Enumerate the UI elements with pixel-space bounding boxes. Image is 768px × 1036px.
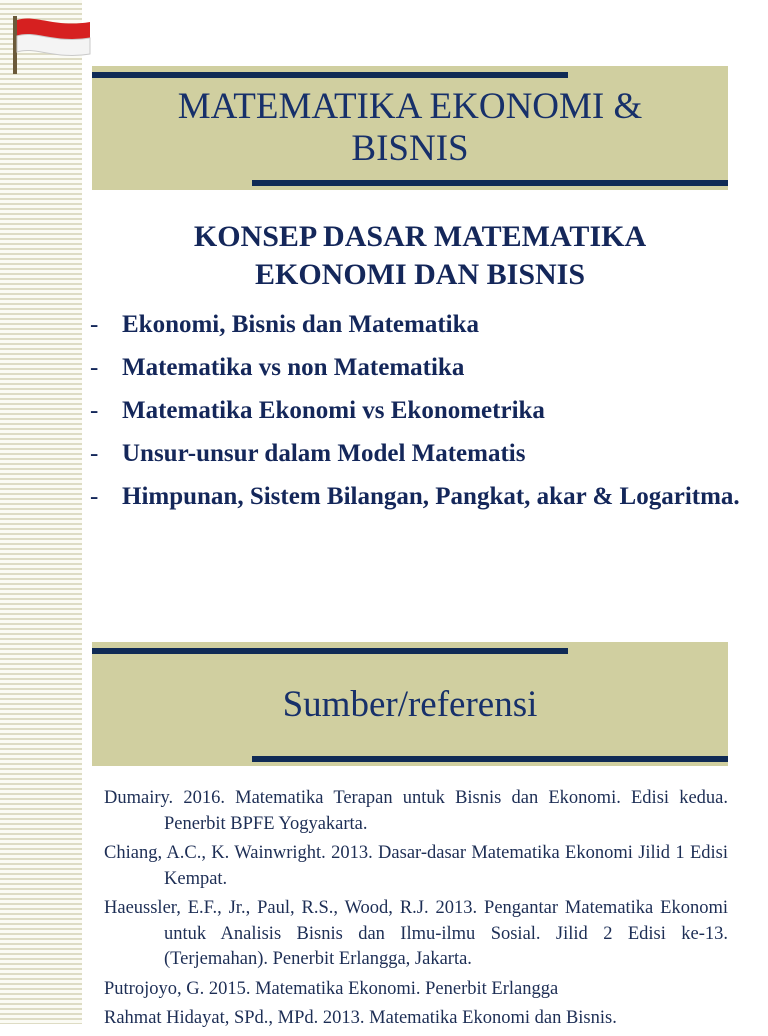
- reference-item: Haeussler, E.F., Jr., Paul, R.S., Wood, R.J. 2013. Pengantar Matematika Ekonomi untuk Analisis Bisnis dan Ilmu-ilmu Sosial. Jilid 2 Edisi ke-13. (Terjemahan). Penerbit Erlangga, Jakarta.: [104, 898, 728, 969]
- title-bottom-bar: [252, 756, 728, 762]
- reference-item: Putrojoyo, G. 2015. Matematika Ekonomi. Penerbit Erlangga: [104, 978, 559, 999]
- indonesia-flag-icon: [10, 14, 94, 74]
- reference-item: Rahmat Hidayat, SPd., MPd. 2013. Matematika Ekonomi dan Bisnis.: [104, 1008, 617, 1028]
- slide2-title: Sumber/referensi: [282, 684, 538, 725]
- slide1-subheading: [92, 218, 748, 294]
- slide1-title: [92, 86, 728, 170]
- list-item: - Himpunan, Sistem Bilangan, Pangkat, akar & Logaritma.: [90, 483, 740, 510]
- title-bottom-bar: [252, 180, 728, 186]
- list-item: - Matematika vs non Matematika: [90, 354, 465, 381]
- subheading-line2: EKONOMI DAN BISNIS: [254, 258, 586, 291]
- title-top-bar: [92, 648, 568, 654]
- reference-list: [104, 786, 728, 1036]
- subheading-line1: KONSEP DASAR MATEMATIKA: [193, 220, 647, 253]
- topic-list: [88, 306, 748, 521]
- slide1-title-box: [92, 66, 728, 190]
- slide2-title-box: [92, 642, 728, 766]
- reference-item: Chiang, A.C., K. Wainwright. 2013. Dasar-dasar Matematika Ekonomi Jilid 1 Edisi Kempat.: [104, 843, 728, 889]
- list-item: - Ekonomi, Bisnis dan Matematika: [90, 311, 480, 338]
- left-stripe-decoration: [0, 0, 82, 1024]
- title-top-bar: [92, 72, 568, 78]
- list-item: - Unsur-unsur dalam Model Matematis: [90, 440, 526, 467]
- reference-item: Dumairy. 2016. Matematika Terapan untuk Bisnis dan Ekonomi. Edisi kedua. Penerbit BPFE Yogyakarta.: [104, 788, 728, 834]
- list-item: - Matematika Ekonomi vs Ekonometrika: [90, 397, 545, 424]
- slide1-title-line2: BISNIS: [351, 128, 469, 169]
- slide1-title-line1: MATEMATIKA EKONOMI &: [177, 86, 643, 127]
